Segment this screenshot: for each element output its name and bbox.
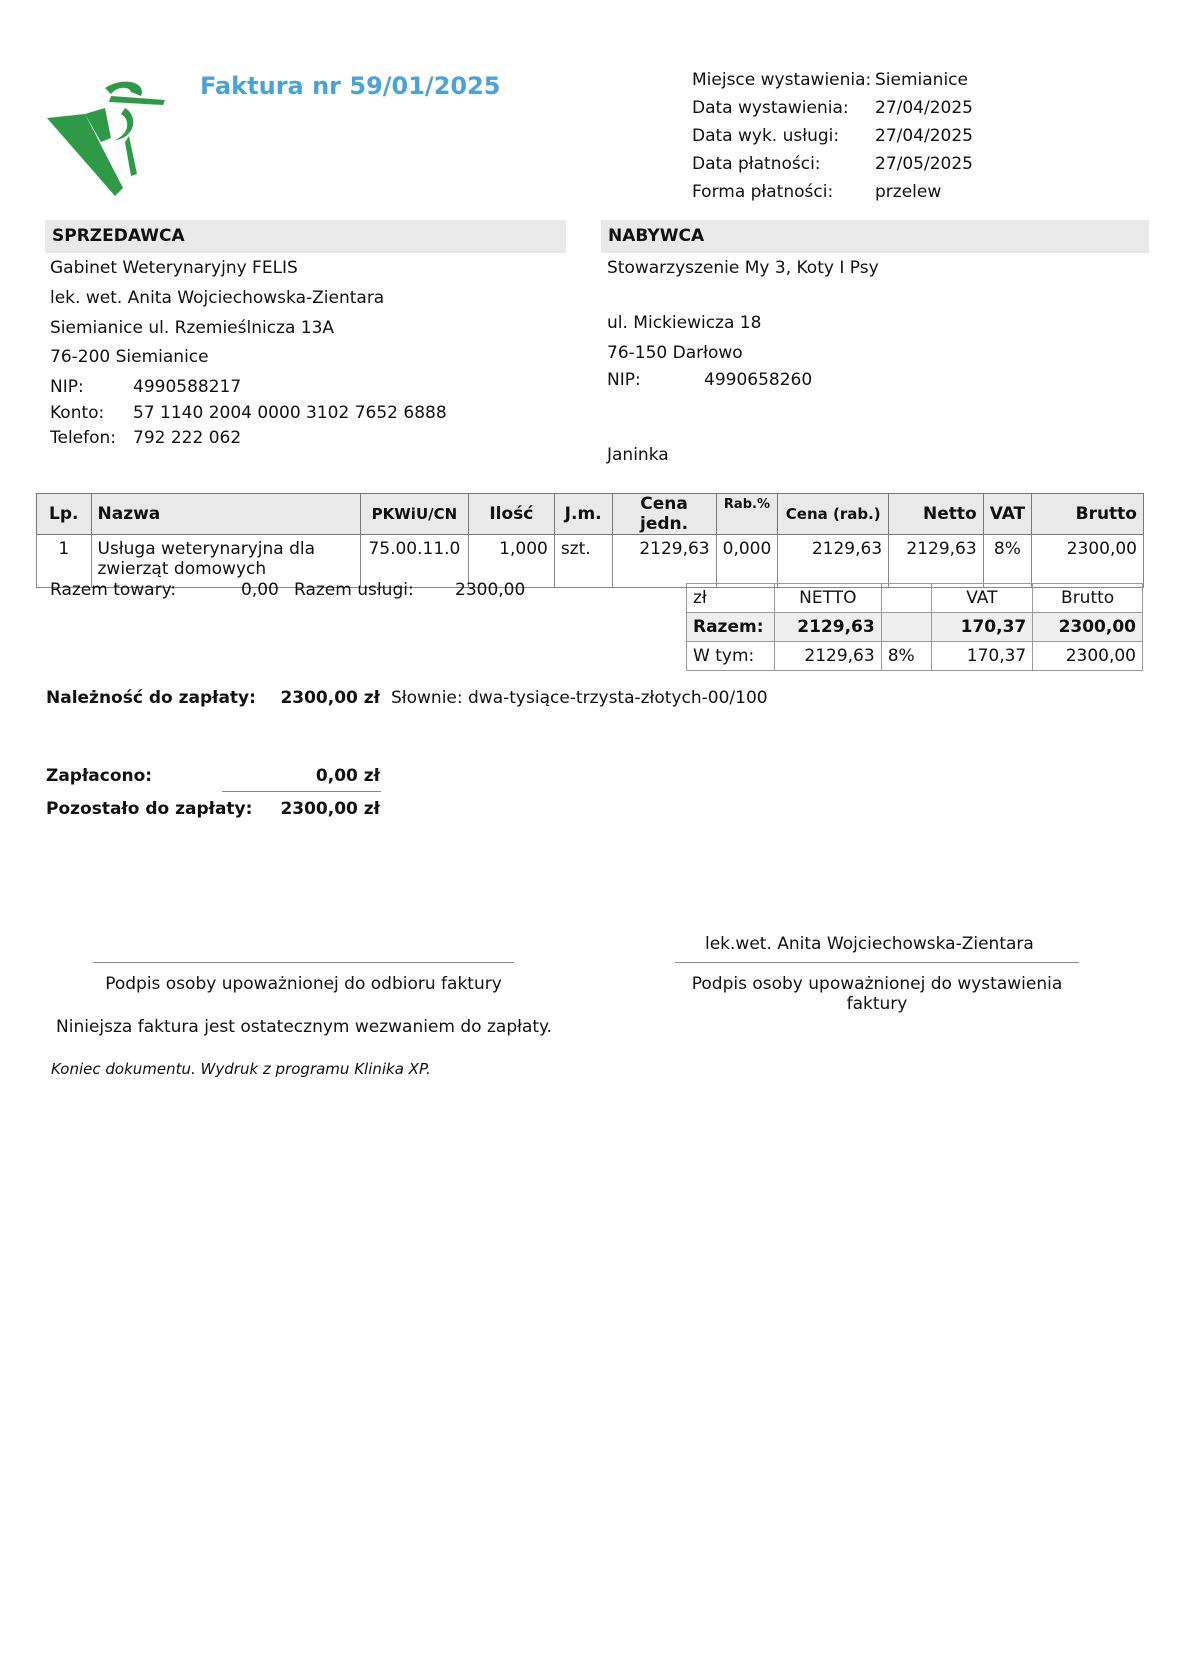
summary-total-vat: 170,37 [931, 613, 1033, 642]
cell-netto: 2129,63 [889, 535, 984, 588]
summary-detail-netto: 2129,63 [774, 642, 881, 671]
meta-row-service-date [692, 126, 973, 154]
cell-cena: 2129,63 [612, 535, 716, 588]
razem-uslugi-label: Razem usługi: [294, 580, 414, 600]
cell-vat: 8% [983, 535, 1031, 588]
items-header-row [37, 494, 1144, 535]
due-words: Słownie: dwa-tysiące-trzysta-złotych-00/100 [391, 688, 768, 708]
items-table [36, 493, 1144, 588]
seller-telefon: 792 222 062 [133, 428, 242, 448]
receiver-caption: Podpis osoby upoważnionej do odbioru faktury [105, 974, 502, 994]
seller-person: lek. wet. Anita Wojciechowska-Zientara [50, 288, 385, 308]
col-cena: Cena jedn. [612, 494, 716, 535]
cell-nazwa-line2: zwierząt domowych [97, 559, 267, 579]
vat-summary-table [686, 583, 1143, 671]
col-lp: Lp. [37, 494, 92, 535]
meta-row-place [692, 70, 973, 98]
meta-label: Data płatności: [692, 154, 821, 174]
col-ilosc: Ilość [468, 494, 554, 535]
paid-amount: 0,00 zł [315, 766, 380, 786]
cell-brutto: 2300,00 [1032, 535, 1144, 588]
paid-label: Zapłacono: [46, 766, 153, 786]
meta-label: Data wyk. usługi: [692, 126, 840, 146]
seller-nip-label: NIP: [50, 377, 84, 397]
seller-telefon-label: Telefon: [50, 428, 117, 448]
buyer-nip-label: NIP: [607, 370, 641, 390]
col-netto: Netto [889, 494, 984, 535]
meta-value: 27/05/2025 [875, 154, 973, 174]
table-row [37, 535, 1144, 588]
summary-detail-row [687, 642, 1143, 671]
col-jm: J.m. [554, 494, 612, 535]
seller-konto-label: Konto: [50, 403, 105, 423]
issuer-signature-line [675, 962, 1079, 963]
summary-total-row [687, 613, 1143, 642]
summary-total-netto: 2129,63 [774, 613, 881, 642]
summary-currency: zł [687, 584, 775, 613]
summary-total-rate [881, 613, 931, 642]
clinic-logo [45, 78, 175, 198]
invoice-title: Faktura nr 59/01/2025 [200, 72, 501, 100]
cell-jm: szt. [554, 535, 612, 588]
due-amount: 2300,00 zł [280, 688, 380, 708]
col-cena-rab: Cena (rab.) [778, 494, 889, 535]
issuer-caption-line1: Podpis osoby upoważnionej do wystawienia [691, 974, 1063, 994]
summary-detail-rate: 8% [881, 642, 931, 671]
razem-uslugi-value: 2300,00 [455, 580, 526, 600]
summary-total-label: Razem: [687, 613, 775, 642]
seller-nip: 4990588217 [133, 377, 242, 397]
summary-detail-label: W tym: [687, 642, 775, 671]
summary-rate-header [881, 584, 931, 613]
meta-row-payment-date [692, 154, 973, 182]
cell-pkwiu: 75.00.11.0 [360, 535, 468, 588]
summary-detail-vat: 170,37 [931, 642, 1033, 671]
seller-name: Gabinet Weterynaryjny FELIS [50, 258, 298, 278]
meta-value: przelew [875, 182, 942, 202]
buyer-note: Janinka [607, 445, 669, 465]
final-notice: Niniejsza faktura jest ostatecznym wezwaniem do zapłaty. [56, 1017, 553, 1037]
col-brutto: Brutto [1032, 494, 1144, 535]
summary-detail-brutto: 2300,00 [1033, 642, 1143, 671]
invoice-meta [692, 70, 973, 210]
summary-brutto-header: Brutto [1033, 584, 1143, 613]
document-footer: Koniec dokumentu. Wydruk z programu Klinika XP. [51, 1060, 431, 1078]
buyer-header: NABYWCA [601, 220, 1149, 253]
remaining-amount: 2300,00 zł [280, 799, 380, 819]
col-pkwiu: PKWiU/CN [360, 494, 468, 535]
paid-divider [222, 791, 381, 792]
meta-value: 27/04/2025 [875, 126, 973, 146]
cell-cena-rab: 2129,63 [778, 535, 889, 588]
issuer-name: lek.wet. Anita Wojciechowska-Zientara [705, 934, 1034, 954]
buyer-name: Stowarzyszenie My 3, Koty I Psy [607, 258, 879, 278]
issuer-caption-line2: faktury [846, 994, 908, 1014]
seller-address: Siemianice ul. Rzemieślnicza 13A [50, 318, 335, 338]
buyer-address: ul. Mickiewicza 18 [607, 313, 762, 333]
meta-value: Siemianice [875, 70, 968, 90]
buyer-city: 76-150 Darłowo [607, 343, 743, 363]
meta-value: 27/04/2025 [875, 98, 973, 118]
cell-rabat: 0,000 [716, 535, 778, 588]
razem-towary-value: 0,00 [241, 580, 279, 600]
meta-label: Miejsce wystawienia: [692, 70, 872, 90]
buyer-nip: 4990658260 [704, 370, 813, 390]
remaining-label: Pozostało do zapłaty: [46, 799, 253, 819]
seller-header: SPRZEDAWCA [45, 220, 566, 253]
cell-ilosc: 1,000 [468, 535, 554, 588]
meta-label: Forma płatności: [692, 182, 834, 202]
cell-lp: 1 [37, 535, 92, 588]
summary-vat-header: VAT [931, 584, 1033, 613]
cell-nazwa-line1: Usługa weterynaryjna dla [97, 539, 316, 559]
receiver-signature-line [93, 962, 514, 963]
summary-netto-header: NETTO [774, 584, 881, 613]
razem-towary-label: Razem towary: [50, 580, 177, 600]
seller-konto: 57 1140 2004 0000 3102 7652 6888 [133, 403, 447, 423]
meta-row-issue-date [692, 98, 973, 126]
col-vat: VAT [983, 494, 1031, 535]
meta-row-payment-method [692, 182, 973, 210]
summary-total-brutto: 2300,00 [1033, 613, 1143, 642]
meta-label: Data wystawienia: [692, 98, 849, 118]
summary-header-row [687, 584, 1143, 613]
col-nazwa: Nazwa [91, 494, 360, 535]
due-label: Należność do zapłaty: [46, 688, 256, 708]
col-rabat: Rab.% [716, 494, 778, 535]
seller-city: 76-200 Siemianice [50, 347, 209, 367]
